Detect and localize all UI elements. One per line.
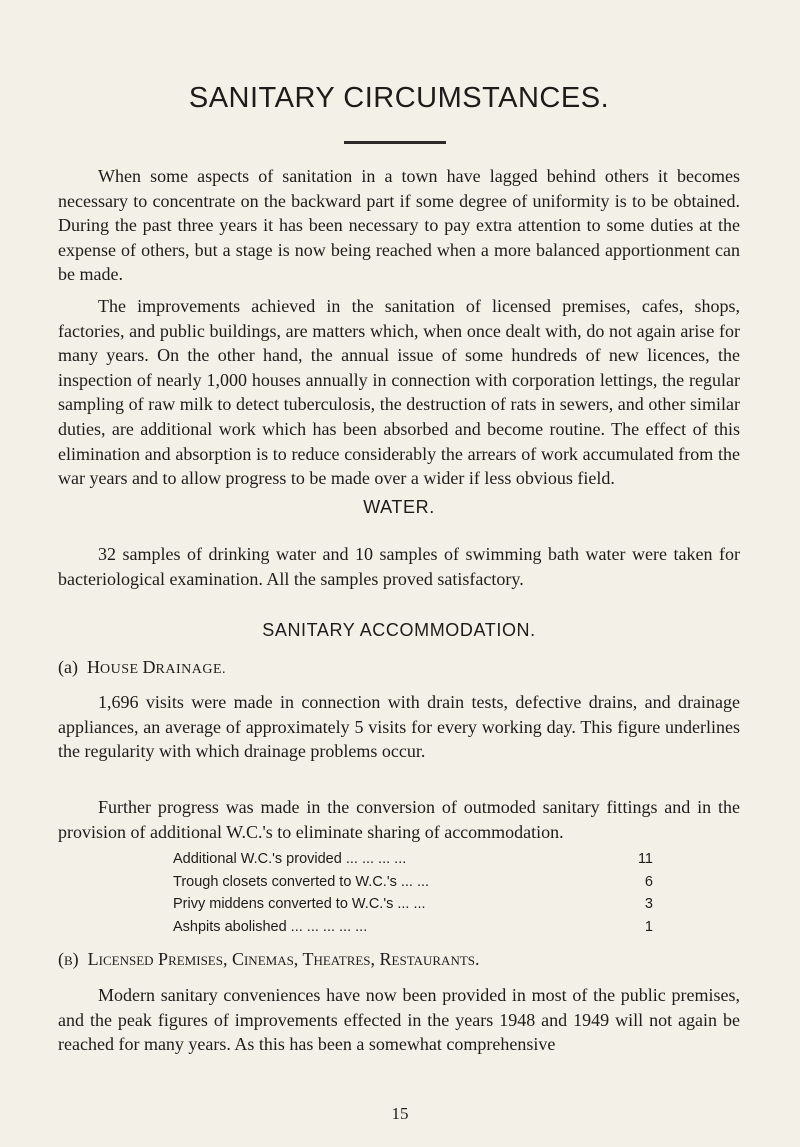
title-rule bbox=[344, 141, 446, 144]
list-item: Additional W.C.'s provided ... ... ... ... 11 bbox=[173, 851, 653, 867]
list-item: Trough closets converted to W.C.'s ... ... 6 bbox=[173, 873, 653, 890]
list-item: Privy middens converted to W.C.'s ... ... 3 bbox=[173, 896, 653, 912]
intro-paragraph-2: The improvements achieved in the sanitation of licensed premises, cafes, shops, factories, and public buildings, are matters which, when once dealt with, do not again arise for many years. On the other hand, the annual issue of some hundreds of new licences, the inspection of nearly 1,000 houses annually in connection with corporation lettings, the regular sampling of raw milk to detect tuberculosis, the destruction of rats in sewers, and other similar duties, are additional work which has been absorbed and become routine. The effect of this elimination and absorption is to reduce considerably the arrears of work accumulated from the war years and to allow progress to be made over a wider if less obvious field. bbox=[58, 296, 740, 489]
licensed-premises-paragraph: Modern sanitary conveniences have now been provided in most of the public premises, and the peak figures of improvements effected in the years 1948 and 1949 will not again be reached for many years. As this has been a somewhat comprehensive bbox=[58, 985, 740, 1055]
drainage-paragraph-1: 1,696 visits were made in connection with drain tests, defective drains, and drainage appliances, an average of approximately 5 visits for every working day. This figure underlines the regularity with which drainage problems occur. bbox=[58, 692, 740, 762]
section-b-label: (b) bbox=[58, 949, 79, 969]
list-item: Ashpits abolished ... ... ... ... ... 1 bbox=[173, 918, 653, 935]
conversion-list bbox=[173, 848, 653, 938]
section-b-heading: (b) Licensed Premises, Cinemas, Theatres, Restaurants. bbox=[58, 949, 480, 969]
page-title: SANITARY CIRCUMSTANCES. bbox=[188, 82, 610, 114]
water-heading: WATER. bbox=[363, 497, 435, 517]
page-number: 15 bbox=[391, 1104, 409, 1123]
water-paragraph: 32 samples of drinking water and 10 samples of swimming bath water were taken for bacteriological examination. All the samples proved satisfactory. bbox=[58, 544, 740, 589]
drainage-paragraph-2: Further progress was made in the conversion of outmoded sanitary fittings and in the provision of additional W.C.'s to eliminate sharing of accommodation. bbox=[58, 797, 740, 842]
intro-paragraph-1: When some aspects of sanitation in a town have lagged behind others it becomes necessary to concentrate on the backward part if some degree of uniformity is to be obtained. During the past three years it has been necessary to pay extra attention to some duties at the expense of others, but a stage is now being reached when a more balanced apportionment can be made. bbox=[58, 166, 740, 285]
section-a-label: (a) bbox=[58, 657, 78, 677]
accommodation-heading: SANITARY ACCOMMODATION. bbox=[262, 620, 536, 640]
section-a-heading: (a) HOUSE DRAINAGE. bbox=[58, 657, 227, 677]
